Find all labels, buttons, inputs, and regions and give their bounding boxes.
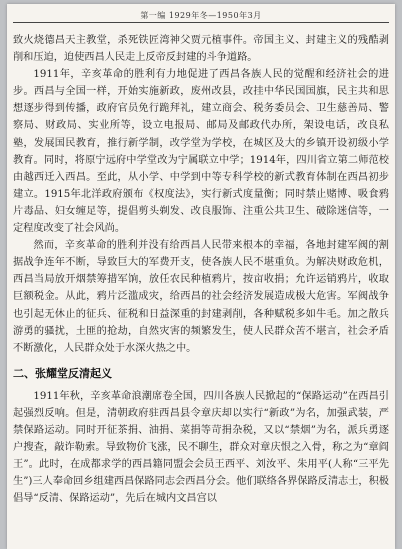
header-rule [13, 22, 389, 23]
paragraph-warlord-hardship: 然而，辛亥革命的胜利并没有给西昌人民带来根本的幸福，各地封建军阀的割据战争连年不断，导致巨大的军费开支，使各族人民不堪重负。为解决财政危机，西昌当局放开烟禁筹措军饷，放任农民种植鸦片，按亩收捐；允许运销鸦片，收取巨额税金。从此，鸦片泛滥成灾，给西昌的社会经济发展造成极大危害。军阀战争也引起无休止的征兵、征税和日益深重的封建剥削，各种赋税多如牛毛。加之散兵游勇的骚扰，土匪的抢劫，自然灾害的频繁发生，使人民群众苦不堪言，社会矛盾不断激化，人民群众处于水深火热之中。 [13, 240, 389, 354]
book-page [7, 4, 395, 549]
paragraph-1911-progress: 1911年，辛亥革命的胜利有力地促进了西昌各族人民的觉醒和经济社会的进步。西昌与全国一样，开始实施新政，废州改县，改挂中华民国国旗，民主共和思想逐步得到传播，政府官员免行跪拜礼，建立商会、税务委员会、卫生慈善局、警察局、财政局、实业所等，设立电报局、邮局及邮政代办所，架设电话，改良私塾，发展国民教育，推行新学制，改学堂为学校，在城区及大的乡镇开设初级小学教育。同时，将原宁远府中学堂改为宁属联立中学；1914年，四川省立第二师范校由越西迁入西昌。至此，从小学、中学到中等专科学校的新式教育体制在西昌初步建立。1915年北洋政府颁布《权度法》，实行新式度量衡；同时禁止赌博、吸食鸦片毒品、妇女缠足等，提倡剪头剃发、改良服饰、注重公共卫生、破除迷信等，一定程度改变了社会风尚。 [13, 69, 389, 235]
page-body [13, 32, 389, 508]
running-head: 第一编 1929年冬—1950年3月 [140, 11, 262, 20]
paragraph-continued: 致火烧德昌天主教堂，杀死铁匠湾神父贾元植事件。帝国主义、封建主义的残酷剥削和压迫，迫使西昌人民走上反帝反封建的斗争道路。 [13, 35, 389, 64]
section-heading: 二、张耀堂反清起义 [13, 366, 112, 380]
paragraph-zhang-yaotang: 1911年秋，辛亥革命浪潮席卷全国，四川各族人民掀起的“保路运动”在西昌引起强烈反响。但是，清朝政府驻西昌县令章庆却以实行“新政”为名，加强武装，严禁保路运动。同时开征茶捐、油捐、菜捐等苛捐杂税，又以“禁烟”为名，派兵勇逐户搜查，敲诈勒索。导致物价飞涨，民不聊生，群众对章庆恨之入骨，称之为“章阎王”。此时，在成都求学的西昌籍同盟会会员王西平、刘汝平、朱用平(人称“三平先生”)三人奉命回乡组建西昌保路同志会西昌分会。他们联络各界保路反清志士，积极倡导“反清、保路运动”，先后在城内文昌宫以 [13, 390, 389, 505]
